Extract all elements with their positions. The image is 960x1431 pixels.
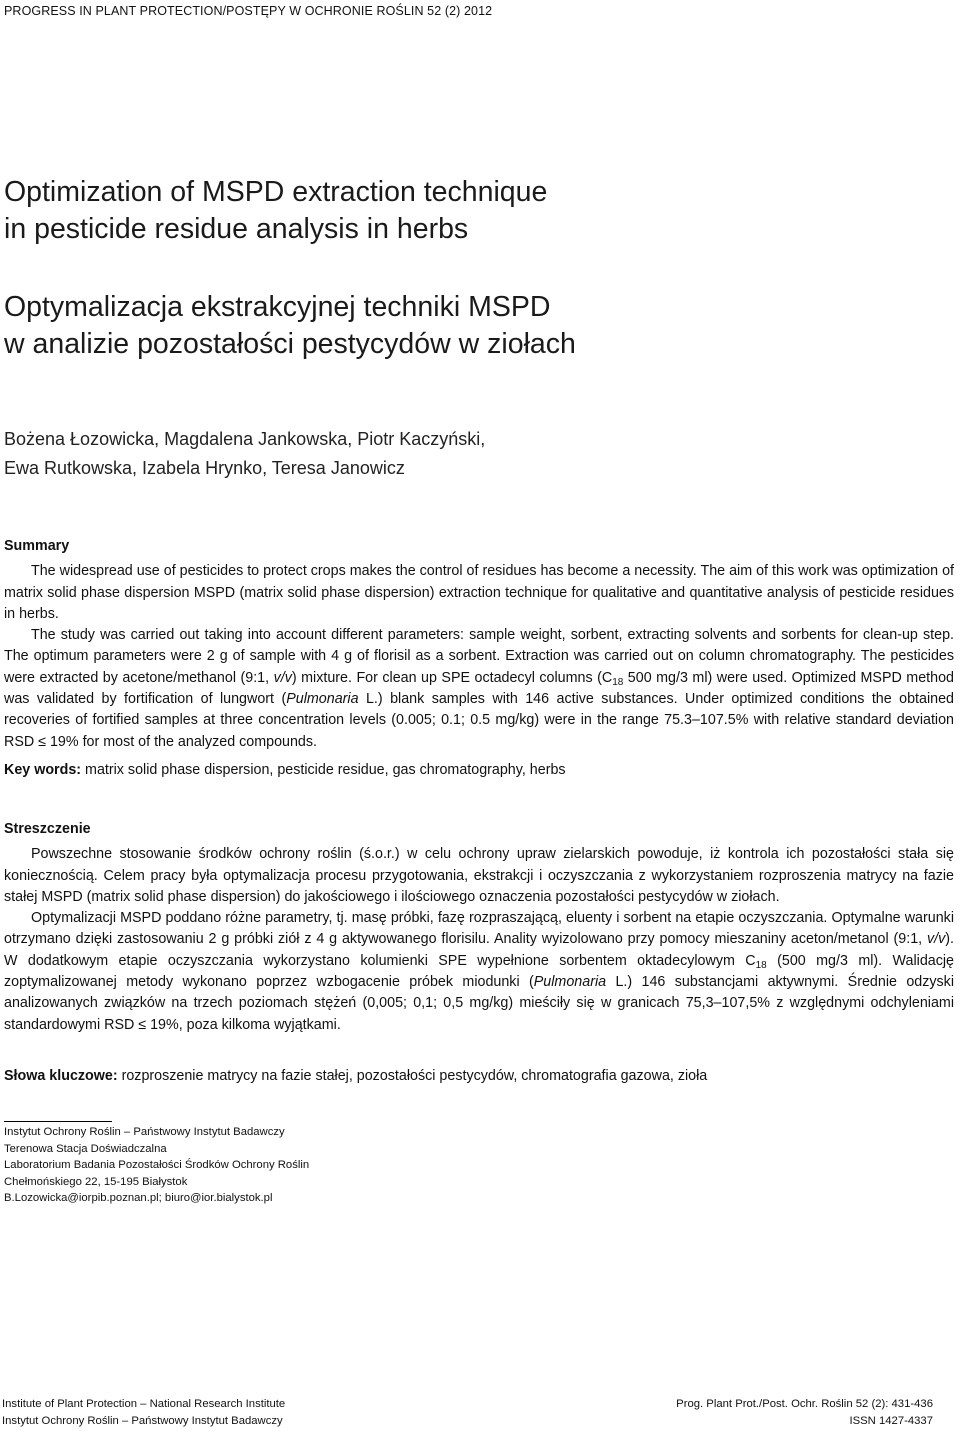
authors-line1: Bożena Łozowicka, Magdalena Jankowska, Piotr Kaczyński, bbox=[4, 429, 486, 449]
keywords-text: matrix solid phase dispersion, pesticide residue, gas chromatography, herbs bbox=[81, 762, 566, 778]
title-polish-line1: Optymalizacja ekstrakcyjnej techniki MSPD bbox=[4, 291, 551, 323]
summary-heading: Summary bbox=[4, 538, 70, 554]
footer-institute-pl: Instytut Ochrony Roślin – Państwowy Instytut Badawczy bbox=[2, 1415, 283, 1427]
footer-issn: ISSN 1427-4337 bbox=[849, 1415, 933, 1427]
footnote-divider bbox=[4, 1121, 112, 1122]
affiliation-email: B.Lozowicka@iorpib.poznan.pl; biuro@ior.bialystok.pl bbox=[4, 1192, 273, 1204]
title-english-line1: Optimization of MSPD extraction technique bbox=[4, 176, 548, 208]
summary-paragraph-2: The study was carried out taking into account different parameters: sample weight, sorbent, extracting solvents and sorbents for clean-up step. The optimum parameters were 2 g of sample with 4 g of florisil as a sorbent. Extraction was carried out on column chromatography. The pesticides were extracted by acetone/methanol (9:1, v/v) mixture. For clean up SPE octadecyl columns ($C_{18}$ 500 mg/3 ml) were used. Optimized MSPD method was validated by fortification of lungwort (Pulmonaria L.) blank samples with 146 active substances. Under optimized conditions the obtained recoveries of fortified samples at three concentration levels (0.005; 0.1; 0.5 mg/kg) were in the range 75.3–107.5% with relative standard deviation RSD ≤ 19% for most of the analyzed compounds. bbox=[4, 627, 954, 750]
streszczenie-paragraph-1: Powszechne stosowanie środków ochrony roślin (ś.o.r.) w celu ochrony upraw zielarskich powoduje, iż kontrola ich pozostałości stała się koniecznością. Celem pracy była optymalizacja procesu przygotowania, ekstrakcji i oczyszczania z wykorzystaniem rozproszenia matrycy na fazie stałej MSPD (matrix solid phase dispersion) do jakościowego i ilościowego oznaczenia pozostałości pestycydów w ziołach. bbox=[4, 846, 954, 905]
author-list bbox=[4, 425, 485, 483]
streszczenie-section bbox=[4, 819, 954, 1036]
title-polish-line2: w analizie pozostałości pestycydów w ziołach bbox=[4, 328, 576, 360]
summary-paragraph-1: The widespread use of pesticides to protect crops makes the control of residues has become a necessity. The aim of this work was optimization of matrix solid phase dispersion MSPD (matrix solid phase dispersion) extraction technique for qualitative and quantitative analysis of pesticide residues in herbs. bbox=[4, 563, 954, 622]
summary-section bbox=[4, 536, 954, 753]
footer-left bbox=[2, 1396, 285, 1430]
footer-right bbox=[676, 1396, 933, 1430]
title-english bbox=[4, 174, 547, 248]
title-english-line2: in pesticide residue analysis in herbs bbox=[4, 213, 469, 245]
footer-citation: Prog. Plant Prot./Post. Ochr. Roślin 52 (2): 431-436 bbox=[676, 1398, 933, 1410]
affiliation-line2: Terenowa Stacja Doświadczalna bbox=[4, 1142, 167, 1155]
journal-header: PROGRESS IN PLANT PROTECTION/POSTĘPY W OCHRONIE ROŚLIN 52 (2) 2012 bbox=[4, 4, 493, 18]
keywords bbox=[4, 760, 954, 781]
affiliation-line3: Laboratorium Badania Pozostałości Środków Ochrony Roślin bbox=[4, 1159, 310, 1171]
title-polish bbox=[4, 289, 576, 363]
affiliation-line1: Instytut Ochrony Roślin – Państwowy Instytut Badawczy bbox=[4, 1126, 285, 1138]
slowa-text: rozproszenie matrycy na fazie stałej, pozostałości pestycydów, chromatografia gazowa, zioła bbox=[117, 1068, 708, 1084]
footer-institute-en: Institute of Plant Protection – National Research Institute bbox=[2, 1398, 286, 1410]
affiliation-footnote bbox=[4, 1124, 309, 1207]
affiliation-line4: Chełmońskiego 22, 15-195 Białystok bbox=[4, 1175, 188, 1188]
slowa-label: Słowa kluczowe: bbox=[4, 1068, 118, 1084]
slowa-kluczowe bbox=[4, 1066, 954, 1087]
keywords-label: Key words: bbox=[4, 762, 82, 778]
streszczenie-heading: Streszczenie bbox=[4, 821, 91, 837]
streszczenie-paragraph-2: Optymalizacji MSPD poddano różne parametry, tj. masę próbki, fazę rozpraszającą, eluenty i sorbent na etapie oczyszczania. Optymalne warunki otrzymano dzięki zastosowaniu 2 g próbki ziół z 4 g aktywowanego florisilu. Anality wyizolowano przy pomocy mieszaniny aceton/metanol (9:1, v/v). W dodatkowym etapie oczyszczania wykorzystano kolumienki SPE wypełnione sorbentem oktadecylowym $C_{18}$ (500 mg/3 ml). Walidację zoptymalizowanej metody wykonano poprzez wzbogacenie próbek miodunki (Pulmonaria L.) 146 substancjami aktywnymi. Średnie odzyski analizowanych związków na trzech poziomach stężeń (0,005; 0,1; 0,5 mg/kg) mieściły się w granicach 75,3–107,5% z względnymi odchyleniami standardowymi RSD ≤ 19%, poza kilkoma wyjątkami. bbox=[4, 910, 954, 1033]
authors-line2: Ewa Rutkowska, Izabela Hrynko, Teresa Janowicz bbox=[4, 458, 405, 478]
